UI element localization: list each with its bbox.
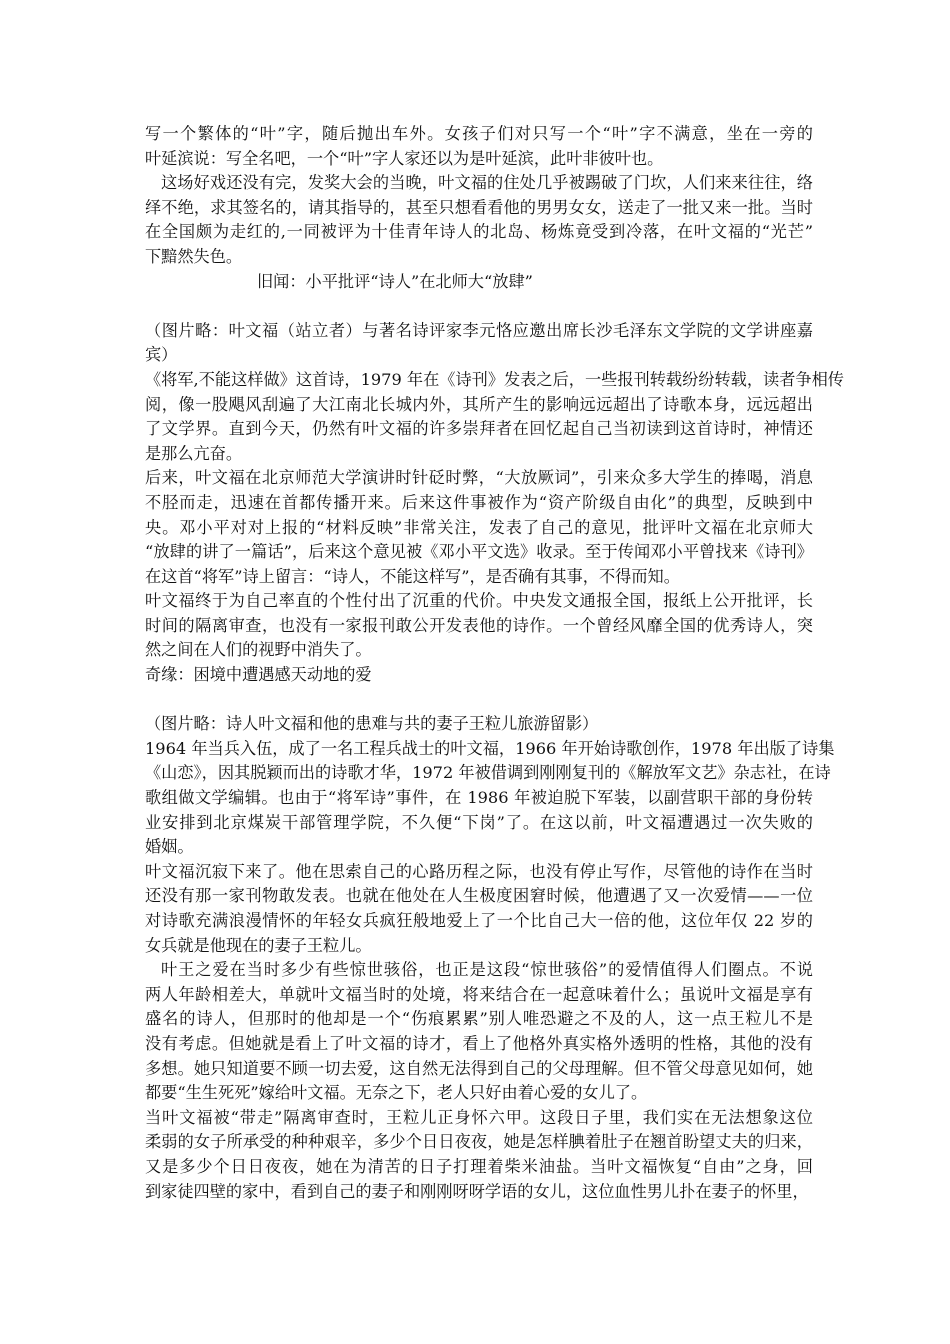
text-line: 叶文福终于为自己率直的个性付出了沉重的代价。中央发文通报全国，报纸上公开批评，长 (145, 591, 813, 611)
text-line: 多想。她只知道要不顾一切去爱，这自然无法得到自己的父母理解。但不管父母意见如何，她 (145, 1058, 813, 1078)
text-line: 是那么亢奋。 (145, 443, 243, 463)
text-line: （图片略：诗人叶文福和他的患难与共的妻子王粒儿旅游留影） (145, 714, 599, 734)
text-line: 歌组做文学编辑。也由于“将军诗”事件，在 1986 年被迫脱下军装，以副营职干部的身份转 (145, 788, 813, 808)
paragraph (145, 368, 844, 466)
paragraph (145, 122, 813, 171)
text-line: 叶延滨说：写全名吧，一个“叶”字人家还以为是叶延滨，此叶非彼叶也。 (145, 148, 664, 168)
text-line: 这场好戏还没有完，发奖大会的当晚，叶文福的住处几乎被踢破了门坎，人们来来往往，络 (161, 173, 813, 193)
text-line: 到家徒四壁的家中，看到自己的妻子和刚刚呀呀学语的女儿，这位血性男儿扑在妻子的怀里， (145, 1181, 809, 1201)
text-line: 然之间在人们的视野中消失了。 (145, 640, 372, 660)
text-line: 叶文福沉寂下来了。他在思索自己的心路历程之际，也没有停止写作，尽管他的诗作在当时 (145, 861, 813, 881)
blank-line (145, 688, 813, 713)
text-line: 都要“生生死死”嫁给叶文福。无奈之下，老人只好由着心爱的女儿了。 (145, 1083, 648, 1103)
text-line: 1964 年当兵入伍，成了一名工程兵战士的叶文福，1966 年开始诗歌创作，1978 年出版了诗集 (145, 738, 835, 758)
paragraph (145, 663, 813, 688)
text-line: 时间的隔离审查，也没有一家报刊敢公开发表他的诗作。一个曾经风靡全国的优秀诗人，突 (145, 615, 813, 635)
text-line: 当叶文福被“带走”隔离审查时，王粒儿正身怀六甲。这段日子里，我们实在无法想象这位 (145, 1107, 813, 1127)
text-line: 又是多少个日日夜夜，她在为清苦的日子打理着柴米油盐。当叶文福恢复“自由”之身，回 (145, 1156, 813, 1176)
text-line: 盛名的诗人，但那时的他却是一个“伤痕累累”别人唯恐避之不及的人，这一点王粒儿不是 (145, 1009, 813, 1029)
text-line: 没有考虑。但她就是看上了叶文福的诗才，看上了他格外真实格外透明的性格，其他的没有 (145, 1033, 813, 1053)
text-line: 旧闻：小平批评“诗人”在北师大“放肆” (257, 271, 533, 291)
text-line: 后来，叶文福在北京师范大学演讲时针砭时弊，“大放厥词”，引来众多大学生的捧喝，消息 (145, 468, 813, 488)
text-line: 婚姻。 (145, 837, 194, 857)
section-heading (145, 270, 813, 295)
text-line: 宾） (145, 345, 178, 365)
text-line: 阅，像一股飓风刮遍了大江南北长城内外，其所产生的影响远远超出了诗歌本身，远远超出 (145, 394, 813, 414)
text-line: 柔弱的女子所承受的种种艰辛，多少个日日夜夜，她是怎样腆着肚子在翘首盼望丈夫的归来， (145, 1132, 813, 1152)
paragraph (145, 466, 813, 589)
text-line: 还没有那一家刊物敢发表。也就在他处在人生极度困窘时候，他遭遇了又一次爱情——一位 (145, 886, 813, 906)
paragraph (145, 860, 813, 958)
text-line: 在这首“将军”诗上留言：“诗人，不能这样写”，是否确有其事，不得而知。 (145, 566, 680, 586)
paragraph (145, 712, 813, 737)
text-line: 对诗歌充满浪漫情怀的年轻女兵疯狂般地爱上了一个比自己大一倍的他，这位年仅 22 岁的 (145, 911, 813, 930)
text-line: 写一个繁体的“叶”字，随后抛出车外。女孩子们对只写一个“叶”字不满意，坐在一旁的 (145, 124, 813, 143)
paragraph (145, 1106, 813, 1204)
paragraph (145, 958, 813, 1106)
paragraph (145, 589, 813, 663)
paragraph (145, 737, 835, 860)
text-line: 叶王之爱在当时多少有些惊世骇俗，也正是这段“惊世骇俗”的爱情值得人们圈点。不说 (161, 960, 813, 980)
text-line: 《将军,不能这样做》这首诗，1979 年在《诗刊》发表之后，一些报刊转载纷纷转载，读者争相传 (145, 369, 844, 389)
text-line: 不胫而走，迅速在首都传播开来。后来这件事被作为“资产阶级自由化”的典型，反映到中 (145, 492, 813, 512)
text-line: （图片略：叶文福（站立者）与著名诗评家李元恪应邀出席长沙毛泽东文学院的文学讲座嘉 (145, 320, 813, 340)
text-line: 了文学界。直到今天，仍然有叶文福的许多崇拜者在回忆起自己当初读到这首诗时，神情还 (145, 419, 813, 439)
paragraph (145, 319, 813, 368)
blank-line (145, 294, 813, 319)
text-line: “放肆的讲了一篇话”，后来这个意见被《邓小平文选》收录。至于传闻邓小平曾找来《诗刊》 (145, 542, 813, 562)
text-line: 业安排到北京煤炭干部管理学院，不久便“下岗”了。在这以前，叶文福遭遇过一次失败的 (145, 812, 813, 832)
text-line: 在全国颇为走红的,一同被评为十佳青年诗人的北岛、杨炼竟受到冷落，在叶文福的“光芒” (145, 222, 813, 242)
text-line: 奇缘：困境中遭遇感天动地的爱 (145, 665, 372, 685)
text-line: 央。邓小平对对上报的“材料反映”非常关注，发表了自己的意见，批评叶文福在北京师大 (145, 517, 813, 537)
document-page (145, 122, 844, 1204)
text-line: 绎不绝，求其签名的，请其指导的，甚至只想看看他的男男女女，送走了一批又来一批。当时 (145, 197, 813, 217)
paragraph (145, 171, 813, 269)
text-line: 《山恋》，因其脱颖而出的诗歌才华，1972 年被借调到刚刚复刊的《解放军文艺》杂志社，在诗 (145, 763, 831, 783)
text-line: 女兵就是他现在的妻子王粒儿。 (145, 935, 372, 955)
text-line: 下黯然失色。 (145, 246, 243, 266)
text-line: 两人年龄相差大，单就叶文福当时的处境，将来结合在一起意味着什么；虽说叶文福是享有 (145, 984, 813, 1004)
